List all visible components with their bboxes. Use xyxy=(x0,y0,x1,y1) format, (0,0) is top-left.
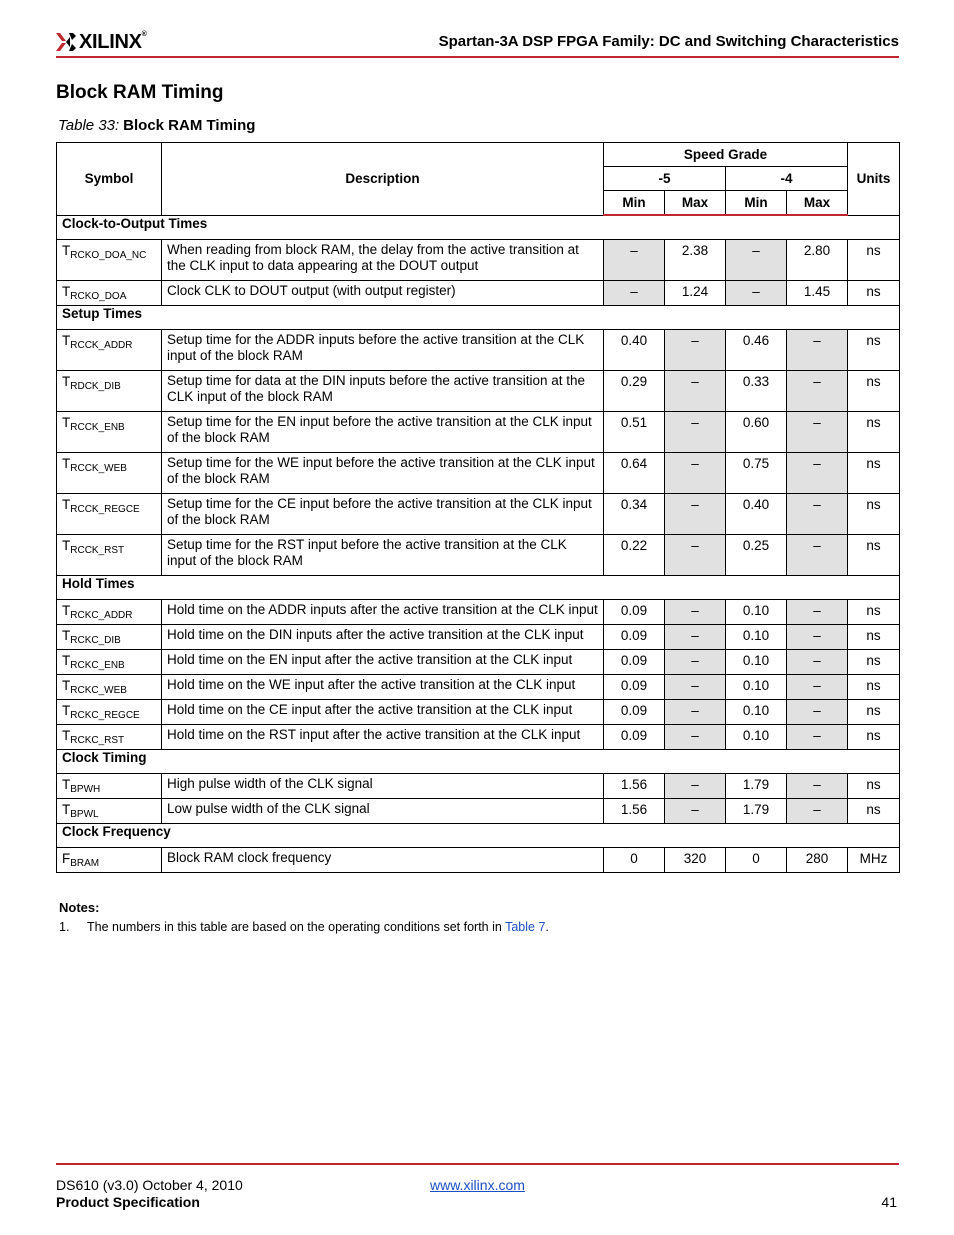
table-row xyxy=(57,700,900,725)
table-row xyxy=(57,535,900,576)
value-cell: 0.09 xyxy=(604,650,665,675)
symbol-subscript: RCCK_REGCE xyxy=(70,504,140,515)
symbol-cell xyxy=(57,494,162,535)
note-number: 1. xyxy=(59,920,70,934)
value-cell: 0.22 xyxy=(604,535,665,576)
value-cell: 0.10 xyxy=(726,625,787,650)
symbol-subscript: BPWH xyxy=(70,784,101,795)
xilinx-logo-icon xyxy=(56,33,76,51)
value-cell: 1.56 xyxy=(604,774,665,799)
table-body xyxy=(57,215,900,873)
value-cell: 0.10 xyxy=(726,650,787,675)
value-cell: 0.33 xyxy=(726,371,787,412)
symbol-cell xyxy=(57,453,162,494)
symbol-cell xyxy=(57,330,162,371)
symbol-letter: T xyxy=(62,777,71,792)
value-cell: – xyxy=(787,725,848,750)
table-caption xyxy=(58,117,255,134)
symbol-letter: T xyxy=(62,497,71,512)
table-row xyxy=(57,281,900,306)
symbol-subscript: RCKC_WEB xyxy=(70,685,127,696)
notes-title: Notes: xyxy=(59,900,100,915)
note-item xyxy=(59,920,549,934)
symbol-cell xyxy=(57,412,162,453)
table-row xyxy=(57,494,900,535)
symbol-subscript: RCKO_DOA_NC xyxy=(70,250,147,261)
value-cell: – xyxy=(665,700,726,725)
value-cell: 0 xyxy=(604,848,665,873)
symbol-letter: T xyxy=(62,538,71,553)
column-header-min: Min xyxy=(726,191,787,216)
symbol-letter: T xyxy=(62,802,71,817)
xilinx-logo xyxy=(56,30,147,54)
value-cell: 0.75 xyxy=(726,453,787,494)
units-cell: ns xyxy=(848,240,900,281)
value-cell: – xyxy=(726,281,787,306)
value-cell: – xyxy=(665,774,726,799)
footer-divider xyxy=(56,1163,899,1165)
description-cell: Clock CLK to DOUT output (with output register) xyxy=(162,281,604,306)
table-7-link[interactable]: Table 7 xyxy=(505,920,546,934)
block-ram-timing-table xyxy=(56,142,900,873)
value-cell: – xyxy=(604,281,665,306)
page-number: 41 xyxy=(881,1194,897,1210)
value-cell: 1.56 xyxy=(604,799,665,824)
symbol-subscript: RCCK_WEB xyxy=(70,463,127,474)
symbol-letter: T xyxy=(62,628,71,643)
group-title: Setup Times xyxy=(57,306,900,330)
value-cell: – xyxy=(665,371,726,412)
description-cell: Hold time on the WE input after the active transition at the CLK input xyxy=(162,675,604,700)
group-header-row xyxy=(57,306,900,330)
value-cell: – xyxy=(787,774,848,799)
group-title: Clock Frequency xyxy=(57,824,900,848)
value-cell: – xyxy=(665,453,726,494)
value-cell: 0.40 xyxy=(726,494,787,535)
value-cell: 0.09 xyxy=(604,725,665,750)
table-row xyxy=(57,848,900,873)
value-cell: – xyxy=(787,371,848,412)
column-header-min: Min xyxy=(604,191,665,216)
description-cell: Hold time on the CE input after the active transition at the CLK input xyxy=(162,700,604,725)
value-cell: 0 xyxy=(726,848,787,873)
value-cell: 0.09 xyxy=(604,675,665,700)
symbol-subscript: RCKC_ENB xyxy=(70,660,125,671)
column-header-description: Description xyxy=(162,143,604,216)
description-cell: Hold time on the ADDR inputs after the active transition at the CLK input xyxy=(162,600,604,625)
description-cell: Low pulse width of the CLK signal xyxy=(162,799,604,824)
column-header-units: Units xyxy=(848,143,900,216)
units-cell: ns xyxy=(848,799,900,824)
units-cell: ns xyxy=(848,281,900,306)
symbol-cell xyxy=(57,600,162,625)
table-row xyxy=(57,650,900,675)
description-cell: Setup time for the RST input before the active transition at the CLK input of the block RAM xyxy=(162,535,604,576)
description-cell: Block RAM clock frequency xyxy=(162,848,604,873)
note-text: The numbers in this table are based on the operating conditions set forth in xyxy=(87,920,506,934)
table-row xyxy=(57,675,900,700)
table-caption-title: Block RAM Timing xyxy=(123,117,256,134)
value-cell: – xyxy=(787,600,848,625)
symbol-subscript: RCCK_RST xyxy=(70,545,125,556)
value-cell: 0.29 xyxy=(604,371,665,412)
footer-website-link[interactable]: www.xilinx.com xyxy=(430,1177,525,1193)
symbol-subscript: RCKC_RST xyxy=(70,735,125,746)
value-cell: 320 xyxy=(665,848,726,873)
value-cell: 1.79 xyxy=(726,799,787,824)
units-cell: ns xyxy=(848,494,900,535)
table-row xyxy=(57,412,900,453)
logo-wordmark: XILINX® xyxy=(79,30,147,53)
symbol-cell xyxy=(57,535,162,576)
table-row xyxy=(57,625,900,650)
value-cell: – xyxy=(665,412,726,453)
description-cell: Setup time for the WE input before the active transition at the CLK input of the block RAM xyxy=(162,453,604,494)
value-cell: 0.10 xyxy=(726,675,787,700)
group-header-row xyxy=(57,824,900,848)
symbol-cell xyxy=(57,799,162,824)
value-cell: 1.45 xyxy=(787,281,848,306)
symbol-cell xyxy=(57,625,162,650)
symbol-subscript: RDCK_DIB xyxy=(70,381,121,392)
footer-product-specification: Product Specification xyxy=(56,1194,200,1210)
table-row xyxy=(57,240,900,281)
symbol-subscript: BRAM xyxy=(70,858,100,869)
description-cell: Setup time for data at the DIN inputs before the active transition at the CLK input of the block RAM xyxy=(162,371,604,412)
units-cell: ns xyxy=(848,371,900,412)
table-row xyxy=(57,453,900,494)
symbol-cell xyxy=(57,240,162,281)
value-cell: – xyxy=(665,650,726,675)
symbol-letter: T xyxy=(62,284,71,299)
symbol-letter: T xyxy=(62,415,71,430)
table-row xyxy=(57,371,900,412)
units-cell: ns xyxy=(848,675,900,700)
column-header-grade-5: -5 xyxy=(604,167,726,191)
description-cell: Hold time on the DIN inputs after the active transition at the CLK input xyxy=(162,625,604,650)
description-cell: Hold time on the RST input after the active transition at the CLK input xyxy=(162,725,604,750)
value-cell: – xyxy=(665,675,726,700)
value-cell: 0.10 xyxy=(726,700,787,725)
value-cell: – xyxy=(665,625,726,650)
symbol-cell xyxy=(57,848,162,873)
group-title: Hold Times xyxy=(57,576,900,600)
symbol-letter: F xyxy=(62,851,71,866)
value-cell: – xyxy=(787,535,848,576)
symbol-cell xyxy=(57,774,162,799)
value-cell: 1.79 xyxy=(726,774,787,799)
value-cell: – xyxy=(787,330,848,371)
units-cell: ns xyxy=(848,453,900,494)
table-row xyxy=(57,774,900,799)
value-cell: – xyxy=(787,675,848,700)
value-cell: 1.24 xyxy=(665,281,726,306)
symbol-subscript: RCKC_ADDR xyxy=(70,610,133,621)
symbol-letter: T xyxy=(62,456,71,471)
value-cell: – xyxy=(726,240,787,281)
units-cell: ns xyxy=(848,535,900,576)
value-cell: – xyxy=(787,453,848,494)
description-cell: Setup time for the EN input before the active transition at the CLK input of the block RAM xyxy=(162,412,604,453)
symbol-letter: T xyxy=(62,728,71,743)
value-cell: 0.64 xyxy=(604,453,665,494)
value-cell: – xyxy=(787,650,848,675)
column-header-max: Max xyxy=(665,191,726,216)
note-end: . xyxy=(545,920,549,934)
symbol-letter: T xyxy=(62,678,71,693)
document-header-title: Spartan-3A DSP FPGA Family: DC and Switching Characteristics xyxy=(438,33,899,50)
description-cell: When reading from block RAM, the delay from the active transition at the CLK input to data appearing at the DOUT output xyxy=(162,240,604,281)
value-cell: 0.10 xyxy=(726,725,787,750)
value-cell: 0.51 xyxy=(604,412,665,453)
units-cell: ns xyxy=(848,600,900,625)
symbol-cell xyxy=(57,675,162,700)
value-cell: 0.09 xyxy=(604,600,665,625)
table-caption-label: Table 33: xyxy=(58,117,120,134)
column-header-grade-4: -4 xyxy=(726,167,848,191)
value-cell: 0.10 xyxy=(726,600,787,625)
value-cell: – xyxy=(787,700,848,725)
units-cell: MHz xyxy=(848,848,900,873)
symbol-cell xyxy=(57,650,162,675)
units-cell: ns xyxy=(848,650,900,675)
value-cell: 0.40 xyxy=(604,330,665,371)
symbol-cell xyxy=(57,371,162,412)
symbol-letter: T xyxy=(62,243,71,258)
value-cell: 0.46 xyxy=(726,330,787,371)
symbol-cell xyxy=(57,725,162,750)
value-cell: – xyxy=(665,535,726,576)
value-cell: 0.34 xyxy=(604,494,665,535)
units-cell: ns xyxy=(848,725,900,750)
table-row xyxy=(57,600,900,625)
symbol-letter: T xyxy=(62,333,71,348)
section-title: Block RAM Timing xyxy=(56,82,224,103)
table-row xyxy=(57,330,900,371)
value-cell: 0.60 xyxy=(726,412,787,453)
table-row xyxy=(57,799,900,824)
description-cell: Hold time on the EN input after the active transition at the CLK input xyxy=(162,650,604,675)
description-cell: Setup time for the ADDR inputs before the active transition at the CLK input of the block RAM xyxy=(162,330,604,371)
column-header-max: Max xyxy=(787,191,848,216)
value-cell: – xyxy=(787,625,848,650)
symbol-subscript: RCCK_ADDR xyxy=(70,340,133,351)
units-cell: ns xyxy=(848,625,900,650)
value-cell: – xyxy=(665,799,726,824)
header-divider xyxy=(56,56,899,58)
value-cell: 0.25 xyxy=(726,535,787,576)
units-cell: ns xyxy=(848,700,900,725)
group-header-row xyxy=(57,215,900,240)
description-cell: High pulse width of the CLK signal xyxy=(162,774,604,799)
units-cell: ns xyxy=(848,412,900,453)
symbol-subscript: RCCK_ENB xyxy=(70,422,125,433)
symbol-subscript: BPWL xyxy=(70,809,99,820)
value-cell: – xyxy=(665,600,726,625)
symbol-letter: T xyxy=(62,703,71,718)
column-header-speed-grade: Speed Grade xyxy=(604,143,848,167)
group-title: Clock Timing xyxy=(57,750,900,774)
symbol-letter: T xyxy=(62,374,71,389)
value-cell: – xyxy=(665,330,726,371)
value-cell: – xyxy=(787,412,848,453)
value-cell: – xyxy=(665,494,726,535)
footer-document-id: DS610 (v3.0) October 4, 2010 xyxy=(56,1177,243,1193)
value-cell: 280 xyxy=(787,848,848,873)
value-cell: 0.09 xyxy=(604,700,665,725)
group-header-row xyxy=(57,576,900,600)
value-cell: – xyxy=(604,240,665,281)
value-cell: 0.09 xyxy=(604,625,665,650)
page-header xyxy=(56,28,899,58)
symbol-letter: T xyxy=(62,653,71,668)
symbol-subscript: RCKC_DIB xyxy=(70,635,121,646)
symbol-letter: T xyxy=(62,603,71,618)
value-cell: – xyxy=(665,725,726,750)
units-cell: ns xyxy=(848,330,900,371)
value-cell: – xyxy=(787,494,848,535)
value-cell: 2.38 xyxy=(665,240,726,281)
group-title: Clock-to-Output Times xyxy=(57,215,900,240)
column-header-symbol: Symbol xyxy=(57,143,162,216)
units-cell: ns xyxy=(848,774,900,799)
value-cell: – xyxy=(787,799,848,824)
symbol-subscript: RCKC_REGCE xyxy=(70,710,140,721)
symbol-subscript: RCKO_DOA xyxy=(70,291,127,302)
value-cell: 2.80 xyxy=(787,240,848,281)
table-row xyxy=(57,725,900,750)
symbol-cell xyxy=(57,281,162,306)
description-cell: Setup time for the CE input before the active transition at the CLK input of the block RAM xyxy=(162,494,604,535)
symbol-cell xyxy=(57,700,162,725)
group-header-row xyxy=(57,750,900,774)
